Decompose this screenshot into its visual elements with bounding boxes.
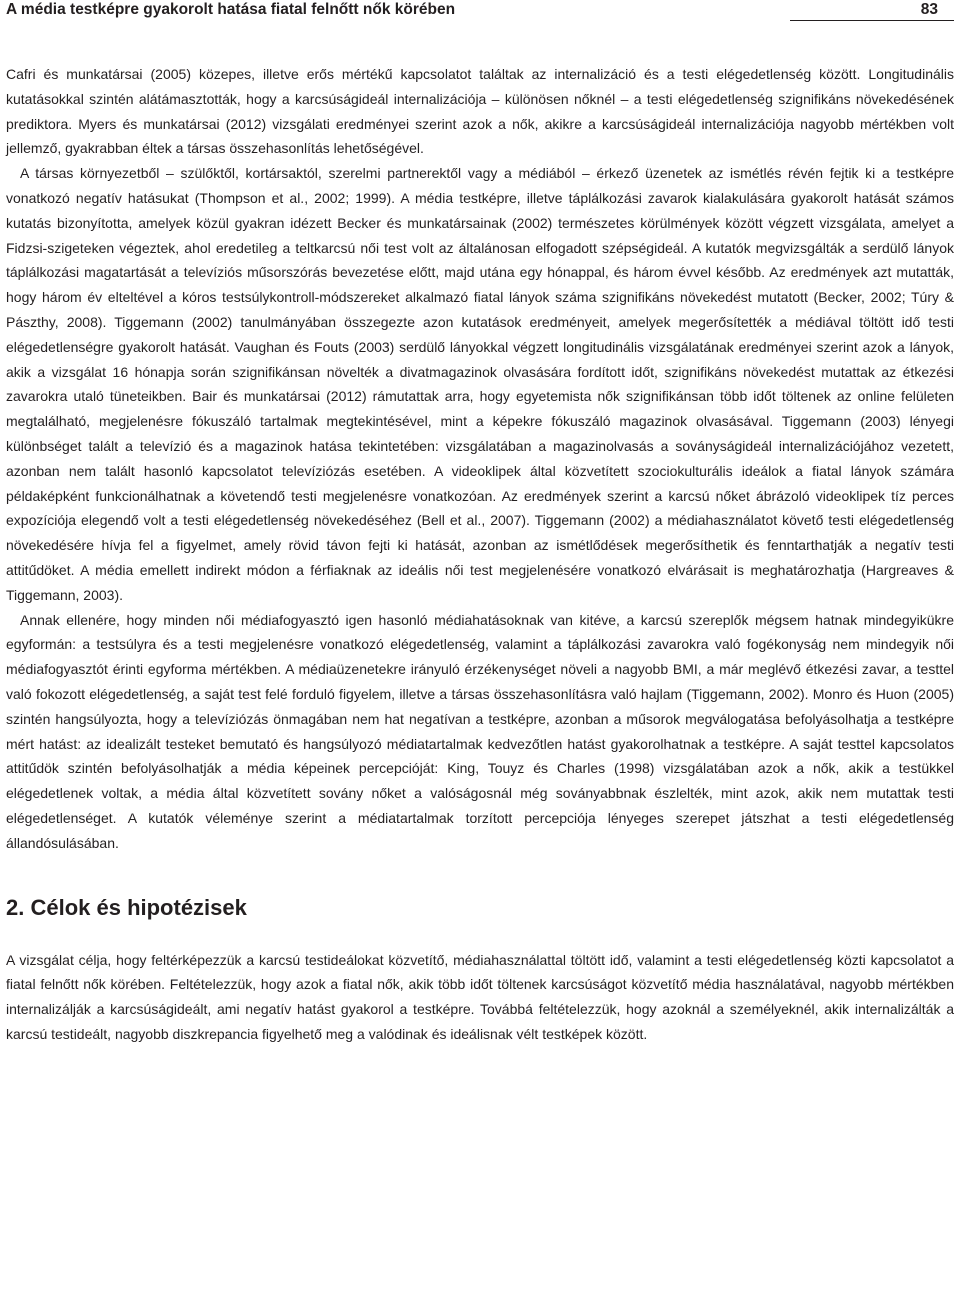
- section-heading: 2. Célok és hipotézisek: [6, 894, 247, 920]
- paragraph-susceptibility: Annak ellenére, hogy minden női médiafogyasztó igen hasonló médiahatásoknak van kitéve, a karcsú szereplők mégsem hatnak mindegyikükre egyformán: a testsúlyra és a testi megjelenésre vonatkozó elégedetlenség, valamint a táplálkozási zavarokra való fogékonyság nem mindegyik női médiafogyasztót érinti egyforma mértékben. A médiaüzenetekre irányuló érzékenységet növeli a nagyobb BMI, a már meglévő étkezési zavar, a testtel való fokozott elégedetlenség, a saját test felé forduló figyelem, illetve a társas összehasonlításra való hajlam (Tiggemann, 2002). Monro és Huon (2005) szintén hangsúlyozta, hogy a televíziózás önmagában nem hat negatívan a testképre, azonban a műsorok megválogatása befolyásolhatja a testképre mért hatást: az idealizált testeket bemutató és hangsúlyozó médiatartalmak kedvezőtlen hatást gyakorolhatnak a testképre. A saját testtel kapcsolatos attitűdök szintén befolyásolhatják a média képeinek percepcióját: King, Touyz és Charles (1998) vizsgálatában azok a nők, akik a testükkel elégedetlenek voltak, a média által közvetített sovány nőket a valóságosnál még soványabbnak észlelték, mint azok, akik nem mutattak testi elégedetlenséget. A kutatók véleménye szerint a médiatartalmak torzított percepciója lényeges szerepet játszhat a testi elégedetlenség állandósulásában.: [6, 611, 954, 851]
- running-title: A média testképre gyakorolt hatása fiatal felnőtt nők körében: [6, 1, 456, 18]
- paragraph-aims: A vizsgálat célja, hogy feltérképezzük a karcsú testideálokat közvetítő, médiahasználattal töltött idő, valamint a testi elégedetlenség közti kapcsolatot a fiatal felnőtt nők körében. Feltételezzük, hogy azok a fiatal nők, akik több időt töltenek karcsúságot közvetítő média használatával, nagyobb mértékben internalizálják a karcsúságideált, ami negatív hatást gyakorol a testképre. Továbbá feltételezzük, hogy azoknál a személyeknél, akik internalizálták a karcsú testideált, nagyobb diszkrepancia figyelhető meg a valódinak és ideálisnak vélt testképek között.: [6, 951, 954, 1042]
- header-rule: [790, 20, 954, 21]
- paragraph-internalization: Cafri és munkatársai (2005) közepes, illetve erős mértékű kapcsolatot találtak az internalizáció és a testi elégedetlenség között. Longitudinális kutatásokkal szintén alátámasztották, hogy a karcsúságideál internalizációja – különösen nőknél – a testi elégedetlenség szignifikáns növekedésének prediktora. Myers és munkatársai (2012) vizsgálati eredményei szerint azok a nők, akikre a karcsúságideál internalizációja nagyobb mértékben volt jellemző, gyakrabban éltek a társas összehasonlítás lehetőségével.: [6, 66, 954, 157]
- running-header: [6, 0, 954, 22]
- page-number: 83: [920, 1, 938, 18]
- paragraph-media-effects: A társas környezetből – szülőktől, kortársaktól, szerelmi partnerektől vagy a médiából – érkező üzenetek az ismétlés révén fejtik ki a testképre vonatkozó negatív hatásukat (Thompson et al., 2002; 1999). A média testképre, illetve táplálkozási zavarok kialakulására gyakorolt hatását számos kutatás bizonyította, amelyek közül gyakran idézett Becker és munkatársainak (2002) természetes körülmények között végzett vizsgálata, amelyet a Fidzsi-szigeteken végeztek, ahol eredetileg a teltkarcsú női test volt az általánosan elfogadott szépségideál. A kutatók megvizsgálták a serdülő lányok táplálkozási magatartását a televíziós műsorszórás bevezetése előtt, majd utána egy hónappal, és három évvel később. Az eredmények azt mutatták, hogy három év elteltével a kóros testsúlykontroll-módszereket alkalmazó fiatal lányok száma szignifikáns növekedést mutatott (Becker, 2002; Túry & Pászthy, 2008). Tiggemann (2002) tanulmányában összegezte azon kutatások eredményeit, amelyek megerősítették a médiával töltött idő testi elégedetlenségre gyakorolt hatását. Vaughan és Fouts (2003) serdülő lányokkal végzett longitudinális vizsgálatának eredményei szerint azok a lányok, akik a vizsgálat 16 hónapja során szignifikánsan növelték a divatmagazinok olvasására fordított időt, szignifikáns növekedést mutattak az étkezési zavarokra utaló tüneteikben. Bair és munkatársai (2012) rámutattak arra, hogy egyetemista nők szignifikánsan több időt töltenek az online felületen megtalálható, megjelenésre fókuszáló tartalmak megtekintésével, mint a képekre fókuszáló magazinok olvasásával. Tiggemann (2003) lényegi különbséget talált a televízió és a magazinok hatása tekintetében: vizsgálatában a magazinolvasás a soványságideál internalizációjához vezetett, azonban nem talált hasonló kapcsolatot televíziózás esetében. A videoklipek által közvetített szociokulturális ideálok a fiatal lányok számára példaképként funkcionálhatnak a követendő testi megjelenésre vonatkozóan. Az eredmények szerint a karcsú nőket ábrázoló videoklipek tíz perces expozíciója elegendő volt a testi elégedetlenség növekedéséhez (Bell et al., 2007). Tiggemann (2002) a médiahasználatot követő testi elégedetlenség növekedésére hívja fel a figyelmet, amely rövid távon fejti ki hatását, azonban az ismétlődések megerősíthetik és fenntarthatják a negatív testi attitűdöket. A média emellett indirekt módon a férfiaknak az ideális női test megjelenésére vonatkozó elvárásait is meghatározhatja (Hargreaves & Tiggemann, 2003).: [6, 165, 954, 603]
- body-text: [6, 62, 954, 1047]
